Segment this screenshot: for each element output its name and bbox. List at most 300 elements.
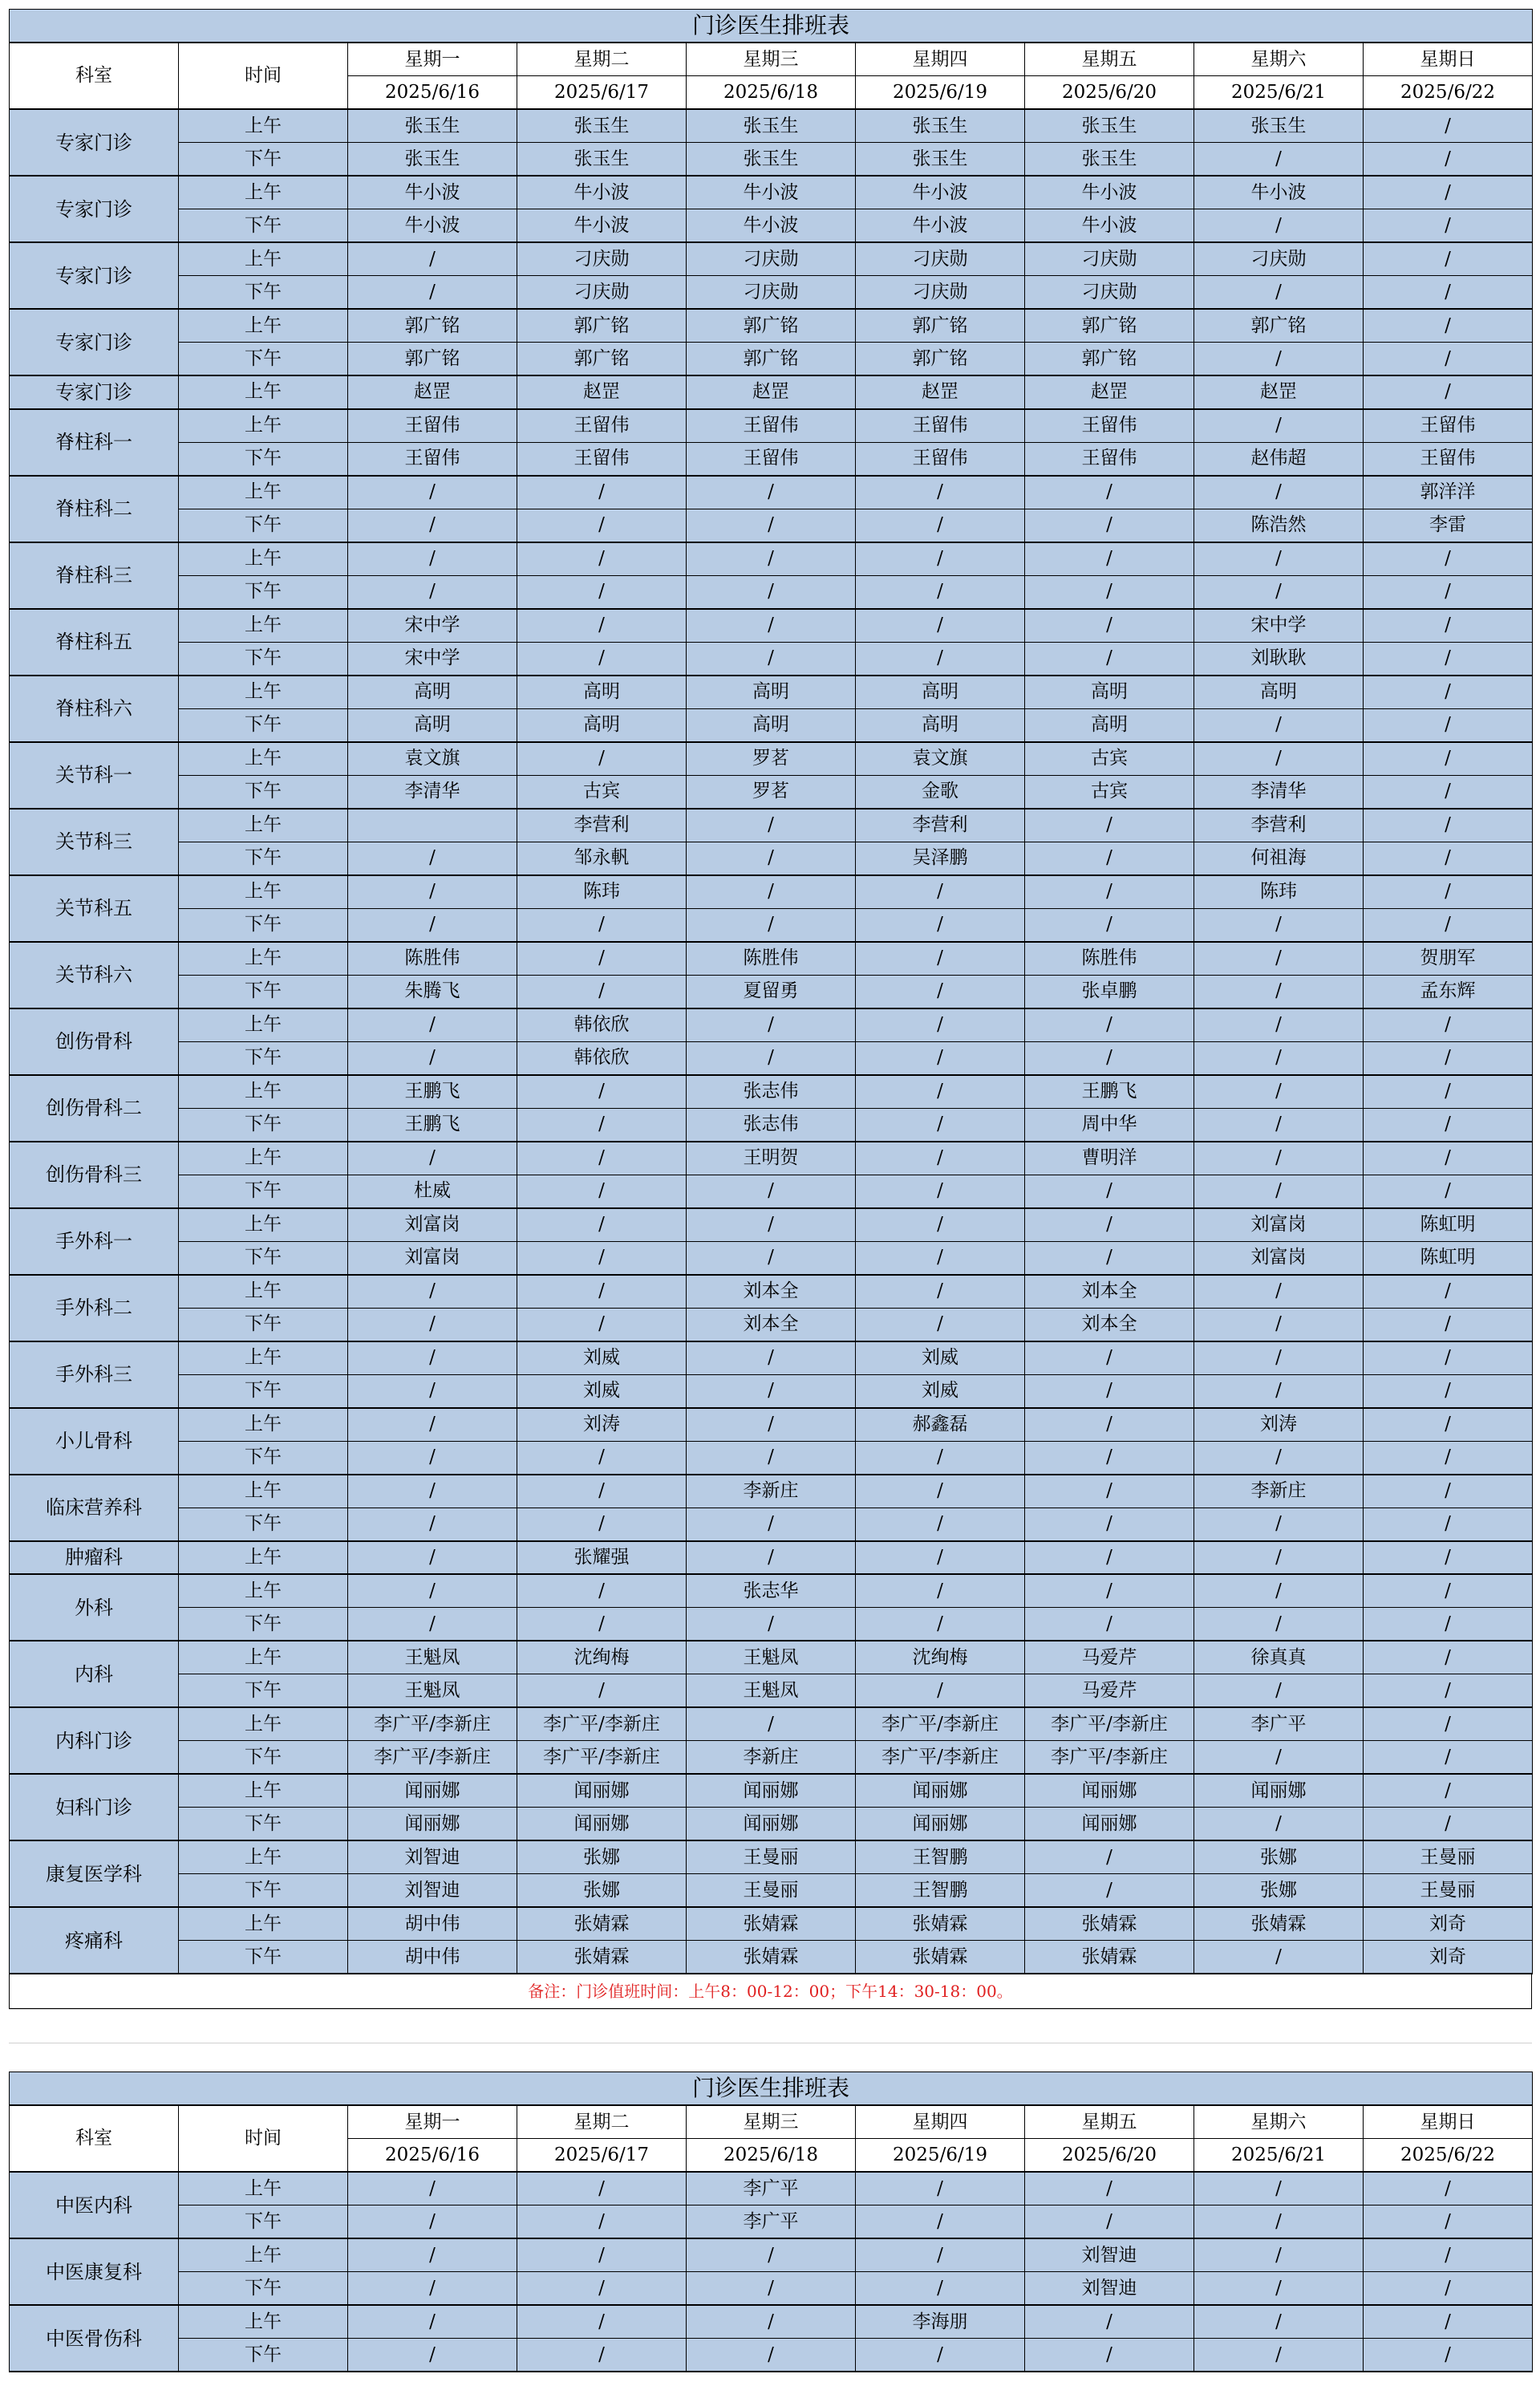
- schedule-row: [10, 1641, 1533, 1674]
- doctor-cell: /: [856, 1541, 1025, 1575]
- date-header: 2025/6/17: [517, 76, 687, 110]
- doctor-cell: 徐真真: [1194, 1641, 1364, 1674]
- doctor-cell: /: [517, 2305, 687, 2339]
- time-cell: 上午: [179, 109, 348, 143]
- doctor-cell: 古宾: [517, 775, 687, 809]
- doctor-cell: 韩依欣: [517, 1041, 687, 1075]
- doctor-cell: /: [856, 1275, 1025, 1309]
- schedule-sheet-1: [9, 9, 1532, 1974]
- time-cell: 下午: [179, 1374, 348, 1408]
- doctor-cell: 马爱芹: [1025, 1674, 1194, 1708]
- doctor-cell: 刘本全: [1025, 1275, 1194, 1309]
- doctor-cell: /: [1194, 2305, 1364, 2339]
- doctor-cell: 罗茗: [687, 775, 856, 809]
- doctor-cell: 罗茗: [687, 742, 856, 776]
- doctor-cell: 李新庄: [1194, 1475, 1364, 1508]
- weekday-header-row: [10, 43, 1533, 76]
- doctor-cell: /: [517, 942, 687, 976]
- doctor-cell: /: [1364, 2205, 1533, 2239]
- doctor-cell: 刁庆勋: [1194, 242, 1364, 276]
- schedule-row: [10, 375, 1533, 409]
- doctor-cell: 陈虹明: [1364, 1208, 1533, 1242]
- doctor-cell: /: [348, 1275, 517, 1309]
- schedule-row: [10, 1941, 1533, 1974]
- doctor-cell: /: [1025, 2305, 1194, 2339]
- doctor-cell: 李新庄: [687, 1741, 856, 1775]
- doctor-cell: /: [1364, 1008, 1533, 1042]
- doctor-cell: 王留伟: [517, 442, 687, 476]
- schedule-row: [10, 343, 1533, 376]
- doctor-cell: 张娜: [1194, 1874, 1364, 1908]
- doctor-cell: /: [1364, 375, 1533, 409]
- doctor-cell: 牛小波: [1194, 176, 1364, 209]
- dept-column-header: 科室: [10, 2105, 179, 2172]
- weekday-header: 星期二: [517, 43, 687, 76]
- doctor-cell: /: [1364, 2305, 1533, 2339]
- doctor-cell: /: [1364, 1741, 1533, 1775]
- time-cell: 上午: [179, 409, 348, 443]
- doctor-cell: /: [1025, 1574, 1194, 1608]
- time-column-header: 时间: [179, 43, 348, 109]
- doctor-cell: 邹永軓: [517, 842, 687, 875]
- department-cell: 内科门诊: [10, 1707, 179, 1774]
- schedule-row: [10, 476, 1533, 509]
- doctor-cell: /: [1194, 1008, 1364, 1042]
- doctor-cell: 张玉生: [348, 109, 517, 143]
- doctor-cell: 李广平/李新庄: [517, 1707, 687, 1741]
- doctor-cell: /: [1364, 642, 1533, 676]
- time-cell: 下午: [179, 1041, 348, 1075]
- doctor-cell: 张婧霖: [687, 1941, 856, 1974]
- doctor-cell: /: [1194, 2172, 1364, 2205]
- doctor-cell: 李营利: [1194, 809, 1364, 842]
- doctor-cell: 刁庆勋: [856, 242, 1025, 276]
- doctor-cell: /: [1364, 1475, 1533, 1508]
- doctor-cell: 闻丽娜: [1194, 1774, 1364, 1808]
- doctor-cell: 刘耿耿: [1194, 642, 1364, 676]
- time-cell: 上午: [179, 176, 348, 209]
- doctor-cell: /: [1364, 842, 1533, 875]
- time-cell: 上午: [179, 875, 348, 909]
- doctor-cell: /: [687, 1041, 856, 1075]
- doctor-cell: 刘智迪: [348, 1874, 517, 1908]
- doctor-cell: /: [1364, 2238, 1533, 2272]
- doctor-cell: /: [1194, 2205, 1364, 2239]
- doctor-cell: 刘智迪: [348, 1840, 517, 1874]
- date-header: 2025/6/18: [687, 76, 856, 110]
- doctor-cell: 高明: [517, 708, 687, 742]
- doctor-cell: 王智鹏: [856, 1874, 1025, 1908]
- doctor-cell: /: [1364, 1041, 1533, 1075]
- doctor-cell: /: [856, 1308, 1025, 1341]
- doctor-cell: 李广平/李新庄: [1025, 1741, 1194, 1775]
- doctor-cell: /: [1194, 942, 1364, 976]
- doctor-cell: 李雷: [1364, 509, 1533, 542]
- doctor-cell: 张婧霖: [1025, 1941, 1194, 1974]
- doctor-cell: 闻丽娜: [517, 1808, 687, 1841]
- doctor-cell: 王留伟: [517, 409, 687, 443]
- doctor-cell: 古宾: [1025, 775, 1194, 809]
- schedule-row: [10, 1674, 1533, 1708]
- doctor-cell: /: [348, 575, 517, 609]
- doctor-cell: 张玉生: [856, 143, 1025, 177]
- doctor-cell: /: [856, 1241, 1025, 1275]
- doctor-cell: 闻丽娜: [348, 1808, 517, 1841]
- doctor-cell: /: [1364, 542, 1533, 576]
- weekday-header: 星期一: [348, 43, 517, 76]
- doctor-cell: /: [517, 1142, 687, 1175]
- doctor-cell: /: [348, 1142, 517, 1175]
- doctor-cell: 张娜: [1194, 1840, 1364, 1874]
- doctor-cell: /: [1194, 1374, 1364, 1408]
- doctor-cell: /: [1364, 343, 1533, 376]
- doctor-cell: 高明: [687, 676, 856, 709]
- time-cell: 上午: [179, 242, 348, 276]
- time-cell: 上午: [179, 1907, 348, 1941]
- doctor-cell: /: [1364, 809, 1533, 842]
- doctor-cell: 闻丽娜: [687, 1808, 856, 1841]
- doctor-cell: /: [517, 1308, 687, 1341]
- schedule-row: [10, 1741, 1533, 1775]
- doctor-cell: 王留伟: [856, 442, 1025, 476]
- doctor-cell: /: [348, 1541, 517, 1575]
- doctor-cell: /: [856, 575, 1025, 609]
- time-cell: 上午: [179, 1008, 348, 1042]
- doctor-cell: /: [1194, 209, 1364, 243]
- date-header: 2025/6/18: [687, 2139, 856, 2173]
- doctor-cell: 赵罡: [348, 375, 517, 409]
- doctor-cell: 杜威: [348, 1175, 517, 1208]
- time-cell: 下午: [179, 442, 348, 476]
- schedule-row: [10, 875, 1533, 909]
- doctor-cell: 李广平/李新庄: [348, 1707, 517, 1741]
- schedule-row: [10, 143, 1533, 177]
- time-cell: 下午: [179, 2205, 348, 2239]
- doctor-cell: /: [856, 2272, 1025, 2306]
- schedule-row: [10, 908, 1533, 942]
- doctor-cell: /: [856, 1075, 1025, 1109]
- department-cell: 外科: [10, 1574, 179, 1641]
- schedule-title: 门诊医生排班表: [10, 2072, 1533, 2106]
- doctor-cell: /: [687, 1241, 856, 1275]
- doctor-cell: 李广平: [687, 2205, 856, 2239]
- weekday-header: 星期四: [856, 2105, 1025, 2139]
- doctor-cell: 郭广铭: [1025, 309, 1194, 343]
- schedule-row: [10, 2339, 1533, 2372]
- doctor-cell: /: [1194, 343, 1364, 376]
- doctor-cell: /: [517, 2238, 687, 2272]
- doctor-cell: 张玉生: [1025, 109, 1194, 143]
- schedule-row: [10, 509, 1533, 542]
- doctor-cell: /: [856, 1441, 1025, 1475]
- time-cell: 上午: [179, 1075, 348, 1109]
- doctor-cell: /: [1364, 2339, 1533, 2372]
- doctor-cell: 刘本全: [687, 1308, 856, 1341]
- doctor-cell: 张玉生: [1025, 143, 1194, 177]
- doctor-cell: 郭广铭: [348, 343, 517, 376]
- doctor-cell: /: [687, 642, 856, 676]
- schedule-row: [10, 2305, 1533, 2339]
- doctor-cell: /: [1364, 609, 1533, 643]
- doctor-cell: 张婧霖: [856, 1941, 1025, 1974]
- doctor-cell: 刘奇: [1364, 1907, 1533, 1941]
- doctor-cell: 李海朋: [856, 2305, 1025, 2339]
- department-cell: 内科: [10, 1641, 179, 1707]
- doctor-cell: 闻丽娜: [517, 1774, 687, 1808]
- doctor-cell: 刘智迪: [1025, 2272, 1194, 2306]
- doctor-cell: 王魁凤: [687, 1674, 856, 1708]
- department-cell: 中医内科: [10, 2172, 179, 2238]
- schedule-row: [10, 409, 1533, 443]
- doctor-cell: /: [687, 1175, 856, 1208]
- doctor-cell: /: [1025, 1175, 1194, 1208]
- time-cell: 下午: [179, 1241, 348, 1275]
- doctor-cell: /: [1194, 1175, 1364, 1208]
- schedule-row: [10, 1874, 1533, 1908]
- doctor-cell: /: [687, 842, 856, 875]
- weekday-header: 星期日: [1364, 43, 1533, 76]
- time-cell: 下午: [179, 575, 348, 609]
- doctor-cell: 张志华: [687, 1574, 856, 1608]
- doctor-cell: 牛小波: [348, 209, 517, 243]
- doctor-cell: /: [1025, 2205, 1194, 2239]
- doctor-cell: 马爱芹: [1025, 1641, 1194, 1674]
- doctor-cell: /: [348, 875, 517, 909]
- doctor-cell: /: [1364, 1574, 1533, 1608]
- doctor-cell: /: [856, 2238, 1025, 2272]
- doctor-cell: /: [517, 1608, 687, 1641]
- doctor-cell: 闻丽娜: [348, 1774, 517, 1808]
- doctor-cell: 王留伟: [348, 442, 517, 476]
- schedule-row: [10, 2272, 1533, 2306]
- doctor-cell: /: [348, 1608, 517, 1641]
- doctor-cell: /: [517, 1241, 687, 1275]
- department-cell: 手外科一: [10, 1208, 179, 1275]
- doctor-cell: 高明: [517, 676, 687, 709]
- doctor-cell: 李营利: [856, 809, 1025, 842]
- doctor-cell: 张婧霖: [517, 1907, 687, 1941]
- doctor-cell: /: [517, 1674, 687, 1708]
- date-header: 2025/6/16: [348, 2139, 517, 2173]
- time-cell: 下午: [179, 775, 348, 809]
- schedule-row: [10, 1341, 1533, 1375]
- weekday-header: 星期一: [348, 2105, 517, 2139]
- doctor-cell: /: [348, 1041, 517, 1075]
- doctor-cell: /: [1194, 708, 1364, 742]
- doctor-cell: 高明: [856, 708, 1025, 742]
- doctor-cell: /: [1364, 1441, 1533, 1475]
- doctor-cell: 牛小波: [687, 209, 856, 243]
- schedule-row: [10, 442, 1533, 476]
- doctor-cell: /: [1364, 1275, 1533, 1309]
- doctor-cell: /: [856, 975, 1025, 1008]
- doctor-cell: /: [856, 1475, 1025, 1508]
- doctor-cell: /: [1364, 708, 1533, 742]
- doctor-cell: 郭广铭: [687, 343, 856, 376]
- doctor-cell: 王留伟: [1025, 409, 1194, 443]
- doctor-cell: 牛小波: [348, 176, 517, 209]
- doctor-cell: /: [856, 642, 1025, 676]
- date-header: 2025/6/21: [1194, 2139, 1364, 2173]
- date-header: 2025/6/22: [1364, 2139, 1533, 2173]
- doctor-cell: 牛小波: [1025, 176, 1194, 209]
- doctor-cell: 张耀强: [517, 1541, 687, 1575]
- department-cell: 关节科三: [10, 809, 179, 875]
- doctor-cell: /: [1364, 742, 1533, 776]
- doctor-cell: /: [1364, 276, 1533, 310]
- doctor-cell: /: [1025, 1208, 1194, 1242]
- schedule-row: [10, 575, 1533, 609]
- doctor-cell: /: [687, 542, 856, 576]
- doctor-cell: /: [517, 2172, 687, 2205]
- time-cell: 上午: [179, 1475, 348, 1508]
- doctor-cell: 刁庆勋: [517, 242, 687, 276]
- doctor-cell: /: [856, 1608, 1025, 1641]
- doctor-cell: /: [1194, 2339, 1364, 2372]
- weekday-header: 星期五: [1025, 43, 1194, 76]
- doctor-cell: 郭广铭: [517, 309, 687, 343]
- department-cell: 中医骨伤科: [10, 2305, 179, 2372]
- time-cell: 下午: [179, 1508, 348, 1541]
- schedule-row: [10, 975, 1533, 1008]
- schedule-row: [10, 1108, 1533, 1142]
- doctor-cell: 王曼丽: [687, 1874, 856, 1908]
- doctor-cell: 刘富岗: [348, 1241, 517, 1275]
- schedule-row: [10, 1208, 1533, 1242]
- doctor-cell: 王魁凤: [348, 1674, 517, 1708]
- doctor-cell: /: [517, 2205, 687, 2239]
- doctor-cell: 王留伟: [687, 409, 856, 443]
- doctor-cell: 刁庆勋: [517, 276, 687, 310]
- doctor-cell: /: [1025, 1374, 1194, 1408]
- doctor-cell: /: [1194, 1608, 1364, 1641]
- schedule-row: [10, 1441, 1533, 1475]
- schedule-sheet-2: [9, 2072, 1532, 2372]
- doctor-cell: /: [348, 2172, 517, 2205]
- doctor-cell: 高明: [348, 708, 517, 742]
- time-cell: 上午: [179, 1707, 348, 1741]
- schedule-row: [10, 642, 1533, 676]
- time-cell: 上午: [179, 1341, 348, 1375]
- department-cell: 专家门诊: [10, 309, 179, 375]
- time-column-header: 时间: [179, 2105, 348, 2172]
- doctor-cell: 宋中学: [348, 642, 517, 676]
- doctor-cell: /: [517, 742, 687, 776]
- doctor-cell: 张玉生: [517, 143, 687, 177]
- doctor-cell: /: [856, 609, 1025, 643]
- doctor-cell: /: [348, 908, 517, 942]
- doctor-cell: 李清华: [348, 775, 517, 809]
- doctor-cell: 陈玮: [1194, 875, 1364, 909]
- doctor-cell: /: [348, 476, 517, 509]
- doctor-cell: /: [1194, 1441, 1364, 1475]
- doctor-cell: /: [1194, 2238, 1364, 2272]
- doctor-cell: 王魁凤: [348, 1641, 517, 1674]
- doctor-cell: /: [1364, 1341, 1533, 1375]
- doctor-cell: /: [348, 1408, 517, 1442]
- doctor-cell: 刁庆勋: [687, 276, 856, 310]
- department-cell: 手外科三: [10, 1341, 179, 1408]
- schedule-row: [10, 1075, 1533, 1109]
- schedule-row: [10, 1408, 1533, 1442]
- time-cell: 下午: [179, 209, 348, 243]
- doctor-cell: /: [517, 1208, 687, 1242]
- doctor-cell: /: [517, 609, 687, 643]
- doctor-cell: /: [856, 1208, 1025, 1242]
- doctor-cell: 张卓鹏: [1025, 975, 1194, 1008]
- doctor-cell: /: [687, 1508, 856, 1541]
- time-cell: 上午: [179, 375, 348, 409]
- doctor-cell: 张玉生: [687, 109, 856, 143]
- doctor-cell: 夏留勇: [687, 975, 856, 1008]
- time-cell: 下午: [179, 975, 348, 1008]
- doctor-cell: 刘威: [856, 1374, 1025, 1408]
- doctor-cell: 高明: [856, 676, 1025, 709]
- doctor-cell: 刘本全: [1025, 1308, 1194, 1341]
- doctor-cell: /: [1364, 1374, 1533, 1408]
- schedule-row: [10, 1475, 1533, 1508]
- time-cell: 下午: [179, 642, 348, 676]
- doctor-cell: /: [517, 1075, 687, 1109]
- doctor-cell: /: [1364, 1674, 1533, 1708]
- doctor-cell: /: [1194, 975, 1364, 1008]
- doctor-cell: 牛小波: [856, 209, 1025, 243]
- doctor-cell: /: [856, 2172, 1025, 2205]
- schedule-row: [10, 609, 1533, 643]
- doctor-cell: 刘威: [856, 1341, 1025, 1375]
- weekday-header: 星期二: [517, 2105, 687, 2139]
- doctor-cell: /: [1025, 809, 1194, 842]
- doctor-cell: 吴泽鹏: [856, 842, 1025, 875]
- time-cell: 下午: [179, 1608, 348, 1641]
- schedule-row: [10, 708, 1533, 742]
- time-cell: 上午: [179, 1408, 348, 1442]
- doctor-cell: /: [1364, 242, 1533, 276]
- schedule-row: [10, 2238, 1533, 2272]
- schedule-table: [9, 9, 1533, 1974]
- doctor-cell: 宋中学: [1194, 609, 1364, 643]
- doctor-cell: 牛小波: [517, 209, 687, 243]
- doctor-cell: 李广平: [1194, 1707, 1364, 1741]
- title-row: [10, 10, 1533, 43]
- doctor-cell: /: [1025, 1541, 1194, 1575]
- doctor-cell: 赵罡: [1194, 375, 1364, 409]
- doctor-cell: /: [1194, 575, 1364, 609]
- doctor-cell: /: [517, 1108, 687, 1142]
- doctor-cell: 郝鑫磊: [856, 1408, 1025, 1442]
- doctor-cell: 张婧霖: [856, 1907, 1025, 1941]
- doctor-cell: /: [687, 1408, 856, 1442]
- doctor-cell: /: [348, 2272, 517, 2306]
- schedule-row: [10, 1308, 1533, 1341]
- doctor-cell: /: [1194, 1574, 1364, 1608]
- department-cell: 手外科二: [10, 1275, 179, 1341]
- doctor-cell: /: [1364, 176, 1533, 209]
- doctor-cell: /: [517, 1508, 687, 1541]
- doctor-cell: 牛小波: [856, 176, 1025, 209]
- doctor-cell: /: [1364, 1808, 1533, 1841]
- doctor-cell: /: [348, 1475, 517, 1508]
- doctor-cell: 张婧霖: [1025, 1907, 1194, 1941]
- time-cell: 下午: [179, 1741, 348, 1775]
- doctor-cell: 何祖海: [1194, 842, 1364, 875]
- doctor-cell: /: [1025, 1341, 1194, 1375]
- weekday-header: 星期六: [1194, 43, 1364, 76]
- doctor-cell: 袁文旗: [348, 742, 517, 776]
- schedule-row: [10, 942, 1533, 976]
- doctor-cell: 赵罡: [517, 375, 687, 409]
- doctor-cell: /: [348, 2238, 517, 2272]
